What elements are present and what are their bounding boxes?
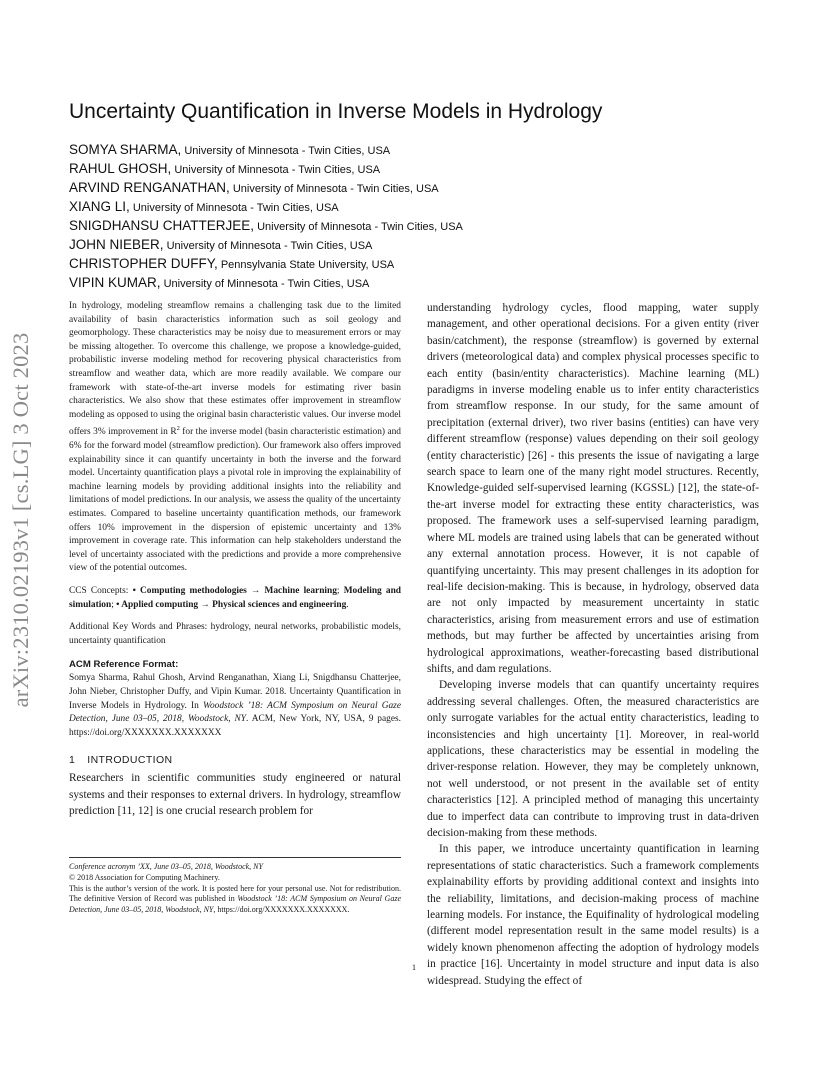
intro-paragraph: Researchers in scientific communities study engineered or natural systems and their responses to external drivers. In hydrology, streamflow prediction [11, 12] is one crucial research problem for bbox=[69, 772, 401, 818]
left-column bbox=[69, 300, 401, 820]
abstract bbox=[69, 300, 401, 576]
ccs-concept: Modeling and simulation bbox=[69, 586, 402, 610]
author-affiliation: University of Minnesota - Twin Cities, USA bbox=[160, 278, 370, 290]
author-affiliation: University of Minnesota - Twin Cities, USA bbox=[171, 164, 381, 176]
author-name: ARVIND RENGANATHAN, bbox=[69, 180, 230, 195]
page-number: 1 bbox=[411, 962, 417, 972]
ccs-concept: • Applied computing → Physical sciences and engineering bbox=[116, 599, 347, 610]
version-note-venue: Woodstock ’18: ACM Symposium on Neural Gaze Detection, June 03–05, 2018, Woodstock, NY bbox=[69, 894, 401, 915]
arxiv-identifier-stamp: arXiv:2310.02193v1 [cs.LG] 3 Oct 2023 bbox=[8, 332, 33, 708]
footnotes bbox=[69, 862, 401, 916]
abstract-text-part1: In hydrology, modeling streamflow remains a challenging task due to the limited availability of basin characteristics information such as soil geology and geomorphology. These characteristics may be noisy due to measurement errors or may be missing altogether. To overcome this challenge, we propose a knowledge-guided, probabilistic inverse modeling method for recovering physical characteristics from streamflow and weather data, which are more readily available. We compare our framework with state-of-the-art inverse models for estimating river basin characteristics. We also show that these estimates offer improvement in streamflow modeling as opposed to using the original basin characteristic values. Our inverse model offers 3% improvement in R bbox=[69, 301, 401, 438]
author-entry bbox=[69, 178, 769, 197]
author-affiliation: University of Minnesota - Twin Cities, USA bbox=[229, 183, 439, 195]
acm-reference-doi: . ACM, New York, NY, USA, 9 pages. https://doi.org/XXXXXXX.XXXXXXX bbox=[69, 714, 401, 738]
ccs-separator: ; bbox=[336, 586, 344, 596]
intro-paragraph: In this paper, we introduce uncertainty quantification in learning representations of static characteristics. Such a framework complements explainability efforts by providing additional context and insights into the reliability, limitations, and decision-making process of machine learning models. For instance, the Equifinality of hydrological modeling (different model representation result in the same model results) is a widely known phenomenon affecting the adoption of hydrology models in practice [16]. Uncertainty in model structure and input data is also widespread. Studying the effect of bbox=[427, 843, 759, 987]
author-name: RAHUL GHOSH, bbox=[69, 161, 172, 176]
section-title: INTRODUCTION bbox=[87, 754, 173, 767]
author-entry bbox=[69, 197, 769, 216]
intro-paragraph: Developing inverse models that can quantify uncertainty requires addressing several challenges. Often, the measured characteristics are only surrogate variables for the actual entity characteristics, leading to inconsistencies and high uncertainty [1]. Moreover, in real-world applications, these characteristics may be essential in modeling the driver-response relation. However, they may be completely unknown, not well understood, or not present in the available set of entity characteristics [12]. A principled method of managing this uncertainty due to imperfect data can contribute to improving trust in data-driven decision-making from these methods. bbox=[427, 679, 759, 839]
author-affiliation: University of Minnesota - Twin Cities, USA bbox=[254, 221, 463, 233]
r-squared-superscript: 2 bbox=[176, 425, 180, 433]
author-entry bbox=[69, 216, 769, 235]
version-note-text: This is the author’s version of the work. It is posted here for your personal use. Not for redistribution. The definitive Version of Record was published in bbox=[69, 883, 401, 904]
version-note-doi: , https://doi.org/XXXXXXX.XXXXXXX. bbox=[213, 905, 350, 915]
conference-note bbox=[69, 862, 401, 873]
section-heading-introduction bbox=[69, 754, 401, 766]
acm-reference-authors: Somya Sharma, Rahul Ghosh, Arvind Renganathan, Xiang Li, Snigdhansu Chatterjee, John Nieber, Christopher Duffy, and Vipin Kumar. 2018. Uncertainty Quantification in Inverse Models in Hydrology. In bbox=[69, 673, 401, 711]
ccs-concept: • Computing methodologies → Machine learning bbox=[132, 586, 337, 596]
author-affiliation: University of Minnesota - Twin Cities, USA bbox=[181, 145, 391, 157]
author-name: SNIGDHANSU CHATTERJEE, bbox=[69, 218, 255, 233]
section-number: 1 bbox=[69, 754, 76, 767]
author-name: XIANG LI, bbox=[69, 199, 130, 214]
ccs-end: . bbox=[346, 599, 349, 610]
author-name: VIPIN KUMAR, bbox=[69, 275, 161, 290]
keywords: Additional Key Words and Phrases: hydrology, neural networks, probabilistic models, uncertainty quantification bbox=[69, 622, 401, 646]
author-affiliation: University of Minnesota - Twin Cities, USA bbox=[129, 202, 339, 214]
author-entry bbox=[69, 273, 769, 292]
version-note bbox=[69, 884, 401, 916]
author-name: SOMYA SHARMA, bbox=[69, 142, 182, 157]
conference-acronym: Conference acronym ’XX, June 03–05, 2018, Woodstock, NY bbox=[69, 862, 263, 871]
author-name: JOHN NIEBER, bbox=[69, 237, 164, 252]
author-affiliation: Pennsylvania State University, USA bbox=[217, 259, 395, 271]
author-list bbox=[69, 140, 769, 292]
ccs-separator: ; bbox=[111, 599, 117, 610]
paper-title: Uncertainty Quantification in Inverse Models in Hydrology bbox=[69, 100, 603, 123]
author-entry bbox=[69, 254, 769, 273]
acm-reference-heading: ACM Reference Format: bbox=[69, 659, 179, 671]
copyright-note: © 2018 Association for Computing Machinery. bbox=[69, 872, 220, 882]
ccs-concepts bbox=[69, 585, 401, 612]
author-affiliation: University of Minnesota - Twin Cities, USA bbox=[163, 240, 373, 252]
author-entry bbox=[69, 235, 769, 254]
abstract-text-part2: for the inverse model (basin characteristic estimation) and 6% for the forward model (streamflow prediction). Our framework also offers improved explainability since it can quantify uncertainty in both the inverse and the forward model. Uncertainty quantification plays a pivotal role in improving the explainability of machine learning models by providing additional insights into the reliability and limitations of model predictions. In our analysis, we assess the quality of the uncertainty estimates. Compared to baseline uncertainty quantification methods, our framework offers 10% improvement in the dispersion of epistemic uncertainty and 13% improvement in coverage rate. This information can help stakeholders understand the level of uncertainty associated with the predictions and provide a more comprehensive view of the potential outcomes. bbox=[69, 427, 401, 574]
intro-paragraph: understanding hydrology cycles, flood mapping, water supply management, and other operational decisions. For a given entity (river basin/catchment), the response (streamflow) is governed by external drivers (meteorological data) and complex physical processes specific to each entity (basin/entity characteristics). Machine learning (ML) paradigms in inverse modeling enable us to infer entity characteristics from streamflow response. In our study, for the same amount of precipitation (external driver), two river basins (entities) can have very different streamflow (response) values depending on their soil geology (entity characteristic) [26] - this presents the issue of navigating a large search space to learn one of the many right model structures. Recently, Knowledge-guided self-supervised learning (KGSSL) [12], the state-of-the-art inverse model for extracting these entity characteristics, was proposed. The framework uses a self-supervised learning paradigm, where ML models are trained using labels that can be generated without any external annotation process. However, it is not capable of quantifying uncertainty. This may present challenges in its adoption for real-life decision-making. This is because, in hydrology, observed data are not only impacted by measurement uncertainty in static characteristics, arising from measurement errors and use of estimation methods, but may further be affected by uncertainties arising from hydrological approximations, weather-forecasting based distributional shifts, and dam regulations. bbox=[427, 302, 759, 675]
ccs-label: CCS Concepts: bbox=[69, 586, 133, 596]
right-column bbox=[427, 300, 759, 989]
author-entry bbox=[69, 159, 769, 178]
acm-reference-venue: Woodstock ’18: ACM Symposium on Neural Gaze Detection, June 03–05, 2018, Woodstock, NY bbox=[69, 700, 401, 725]
author-entry bbox=[69, 140, 769, 159]
footnote-divider bbox=[69, 857, 401, 858]
acm-reference-text bbox=[69, 672, 401, 740]
author-name: CHRISTOPHER DUFFY, bbox=[69, 256, 218, 271]
